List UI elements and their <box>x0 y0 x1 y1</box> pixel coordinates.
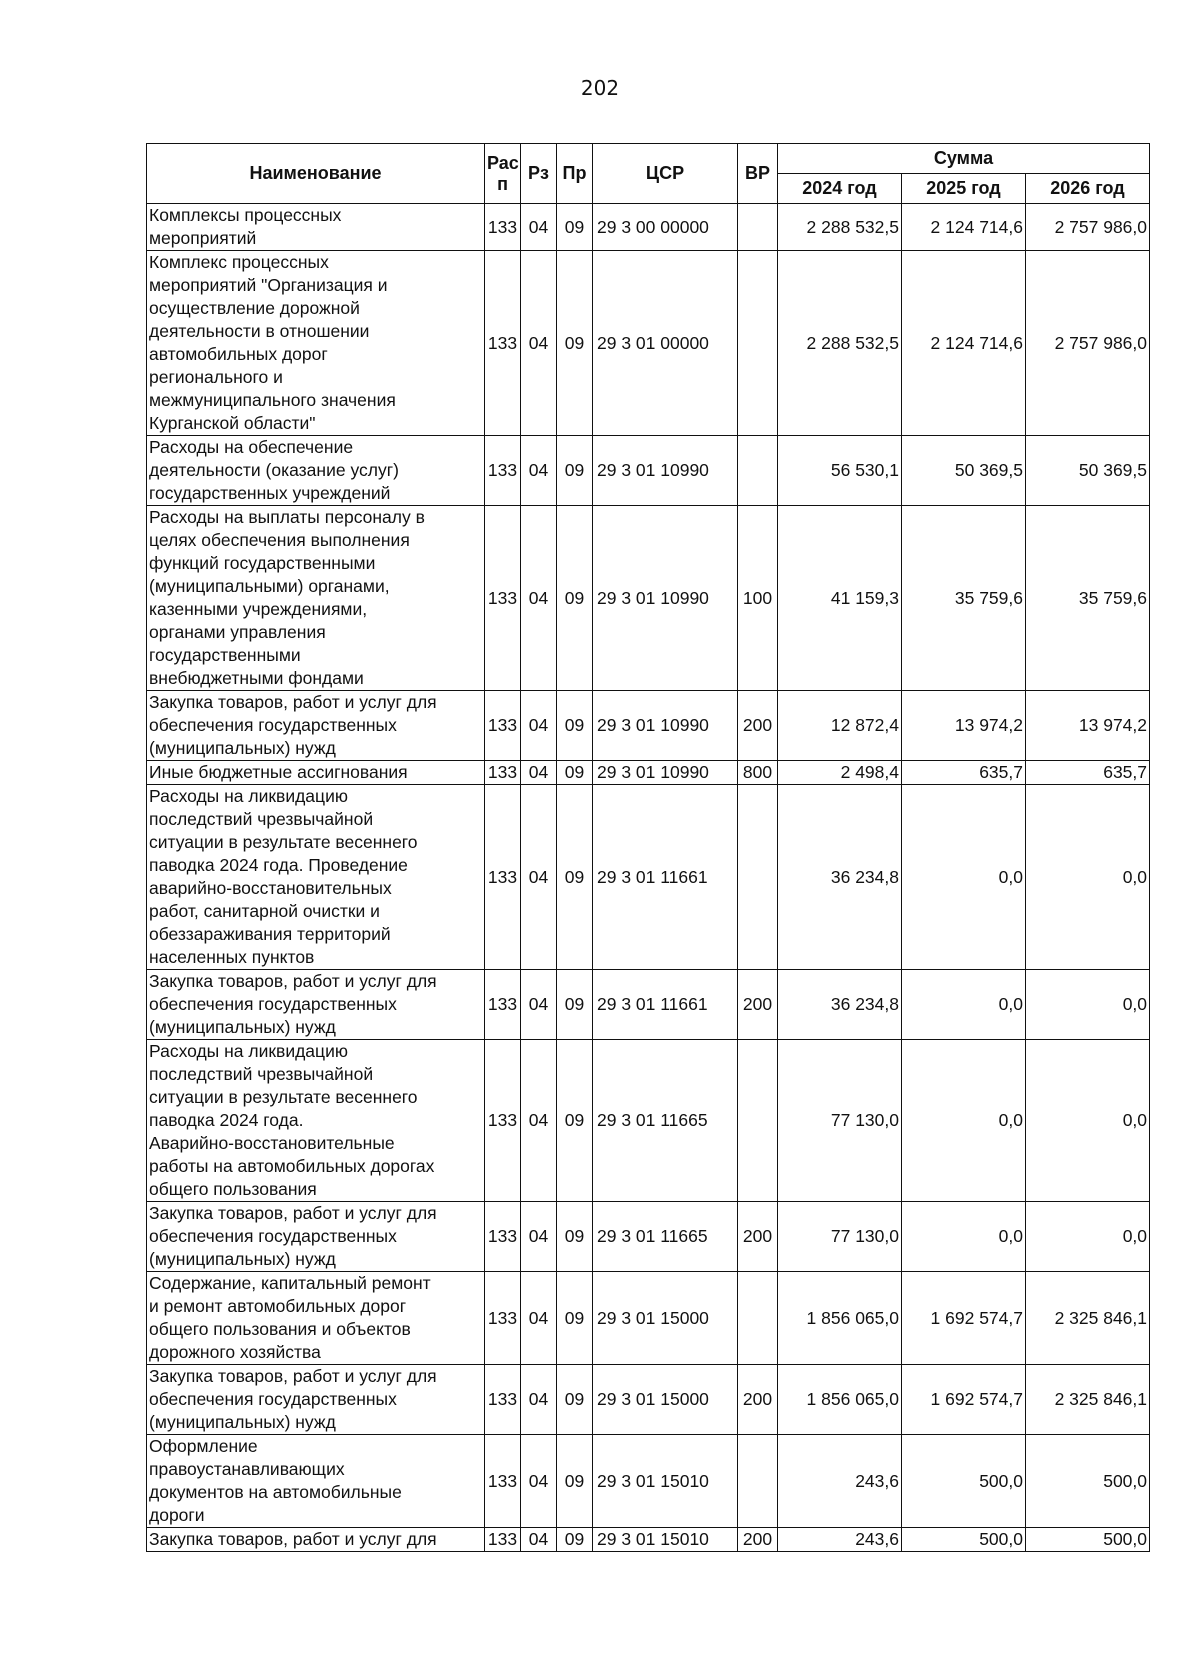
table-row <box>147 251 1150 436</box>
header-csr: ЦСР <box>593 144 738 204</box>
row-amount-2024: 2 288 532,5 <box>778 204 902 251</box>
row-amount-2026: 2 757 986,0 <box>1026 251 1150 436</box>
row-amount-2026: 2 325 846,1 <box>1026 1365 1150 1435</box>
row-amount-2026: 0,0 <box>1026 1202 1150 1272</box>
row-csr: 29 3 01 11665 <box>593 1202 738 1272</box>
row-name: Закупка товаров, работ и услуг для обеспечения государственных (муниципальных) нужд <box>147 691 485 761</box>
row-pr: 09 <box>557 970 593 1040</box>
row-name: Закупка товаров, работ и услуг для <box>147 1528 485 1552</box>
row-rz: 04 <box>521 761 557 785</box>
row-pr: 09 <box>557 691 593 761</box>
row-amount-2026: 0,0 <box>1026 1040 1150 1202</box>
row-csr: 29 3 01 10990 <box>593 691 738 761</box>
row-vr: 100 <box>738 506 778 691</box>
row-amount-2026: 13 974,2 <box>1026 691 1150 761</box>
row-pr: 09 <box>557 1365 593 1435</box>
table-row <box>147 204 1150 251</box>
header-vr: ВР <box>738 144 778 204</box>
row-name: Расходы на обеспечение деятельности (оказание услуг) государственных учреждений <box>147 436 485 506</box>
row-amount-2026: 500,0 <box>1026 1435 1150 1528</box>
row-amount-2025: 13 974,2 <box>902 691 1026 761</box>
table-row <box>147 761 1150 785</box>
row-amount-2025: 0,0 <box>902 1202 1026 1272</box>
row-amount-2026: 500,0 <box>1026 1528 1150 1552</box>
budget-table <box>146 143 1150 1552</box>
row-rz: 04 <box>521 691 557 761</box>
header-rasp: Рас п <box>485 144 521 204</box>
row-amount-2025: 500,0 <box>902 1528 1026 1552</box>
row-rz: 04 <box>521 785 557 970</box>
row-pr: 09 <box>557 761 593 785</box>
row-pr: 09 <box>557 1202 593 1272</box>
row-name: Закупка товаров, работ и услуг для обеспечения государственных (муниципальных) нужд <box>147 1202 485 1272</box>
header-year-2026: 2026 год <box>1026 174 1150 204</box>
row-amount-2024: 2 498,4 <box>778 761 902 785</box>
table-row <box>147 785 1150 970</box>
header-rz: Рз <box>521 144 557 204</box>
table-row <box>147 1528 1150 1552</box>
row-rasp: 133 <box>485 761 521 785</box>
row-csr: 29 3 01 15010 <box>593 1528 738 1552</box>
row-amount-2026: 2 757 986,0 <box>1026 204 1150 251</box>
row-amount-2024: 243,6 <box>778 1528 902 1552</box>
row-pr: 09 <box>557 251 593 436</box>
row-vr <box>738 1040 778 1202</box>
row-amount-2024: 1 856 065,0 <box>778 1365 902 1435</box>
row-amount-2024: 36 234,8 <box>778 785 902 970</box>
row-rz: 04 <box>521 1435 557 1528</box>
row-amount-2025: 1 692 574,7 <box>902 1272 1026 1365</box>
row-amount-2026: 50 369,5 <box>1026 436 1150 506</box>
row-rasp: 133 <box>485 506 521 691</box>
row-rz: 04 <box>521 251 557 436</box>
row-name: Иные бюджетные ассигнования <box>147 761 485 785</box>
row-rasp: 133 <box>485 1202 521 1272</box>
row-vr: 200 <box>738 1202 778 1272</box>
row-csr: 29 3 01 15000 <box>593 1272 738 1365</box>
row-vr <box>738 785 778 970</box>
row-name: Закупка товаров, работ и услуг для обеспечения государственных (муниципальных) нужд <box>147 970 485 1040</box>
row-rasp: 133 <box>485 1272 521 1365</box>
table-row <box>147 436 1150 506</box>
row-amount-2024: 77 130,0 <box>778 1040 902 1202</box>
row-rasp: 133 <box>485 1040 521 1202</box>
row-amount-2025: 1 692 574,7 <box>902 1365 1026 1435</box>
row-pr: 09 <box>557 1528 593 1552</box>
row-vr <box>738 1272 778 1365</box>
row-amount-2026: 0,0 <box>1026 785 1150 970</box>
row-amount-2025: 2 124 714,6 <box>902 204 1026 251</box>
row-rz: 04 <box>521 1528 557 1552</box>
row-amount-2025: 635,7 <box>902 761 1026 785</box>
row-rasp: 133 <box>485 1365 521 1435</box>
row-amount-2026: 2 325 846,1 <box>1026 1272 1150 1365</box>
row-amount-2025: 50 369,5 <box>902 436 1026 506</box>
row-rz: 04 <box>521 970 557 1040</box>
header-year-2024: 2024 год <box>778 174 902 204</box>
row-amount-2025: 0,0 <box>902 970 1026 1040</box>
table-row <box>147 691 1150 761</box>
row-amount-2025: 2 124 714,6 <box>902 251 1026 436</box>
table-row <box>147 1202 1150 1272</box>
row-amount-2025: 500,0 <box>902 1435 1026 1528</box>
table-row <box>147 970 1150 1040</box>
row-csr: 29 3 01 00000 <box>593 251 738 436</box>
row-rasp: 133 <box>485 1435 521 1528</box>
row-vr: 200 <box>738 970 778 1040</box>
table-body <box>147 204 1150 1552</box>
header-name: Наименование <box>147 144 485 204</box>
row-name: Расходы на ликвидацию последствий чрезвычайной ситуации в результате весеннего паводка 2024 года. Аварийно-восстановительные работы на автомобильных дорогах общего пользования <box>147 1040 485 1202</box>
row-csr: 29 3 01 11661 <box>593 970 738 1040</box>
row-rz: 04 <box>521 1202 557 1272</box>
row-amount-2024: 36 234,8 <box>778 970 902 1040</box>
row-name: Комплекс процессных мероприятий "Организация и осуществление дорожной деятельности в отношении автомобильных дорог регионального и межмуниципального значения Курганской области" <box>147 251 485 436</box>
row-amount-2024: 41 159,3 <box>778 506 902 691</box>
row-vr <box>738 436 778 506</box>
row-rz: 04 <box>521 1365 557 1435</box>
table-row <box>147 1272 1150 1365</box>
row-csr: 29 3 01 15010 <box>593 1435 738 1528</box>
table-row <box>147 1040 1150 1202</box>
row-vr <box>738 204 778 251</box>
row-csr: 29 3 01 15000 <box>593 1365 738 1435</box>
row-csr: 29 3 00 00000 <box>593 204 738 251</box>
row-rz: 04 <box>521 204 557 251</box>
row-vr: 200 <box>738 1365 778 1435</box>
row-vr: 800 <box>738 761 778 785</box>
row-amount-2024: 12 872,4 <box>778 691 902 761</box>
row-csr: 29 3 01 11661 <box>593 785 738 970</box>
row-amount-2026: 0,0 <box>1026 970 1150 1040</box>
row-pr: 09 <box>557 785 593 970</box>
row-rasp: 133 <box>485 1528 521 1552</box>
row-pr: 09 <box>557 436 593 506</box>
row-name: Расходы на ликвидацию последствий чрезвычайной ситуации в результате весеннего паводка 2024 года. Проведение аварийно-восстановительных работ, санитарной очистки и обеззараживания территорий населенных пунктов <box>147 785 485 970</box>
row-vr <box>738 1435 778 1528</box>
row-pr: 09 <box>557 204 593 251</box>
row-amount-2024: 2 288 532,5 <box>778 251 902 436</box>
row-rz: 04 <box>521 436 557 506</box>
table-row <box>147 506 1150 691</box>
row-rasp: 133 <box>485 970 521 1040</box>
page-number: 202 <box>580 76 620 100</box>
header-year-2025: 2025 год <box>902 174 1026 204</box>
row-amount-2024: 243,6 <box>778 1435 902 1528</box>
row-amount-2025: 35 759,6 <box>902 506 1026 691</box>
row-rasp: 133 <box>485 251 521 436</box>
row-amount-2026: 635,7 <box>1026 761 1150 785</box>
row-name: Расходы на выплаты персоналу в целях обеспечения выполнения функций государственными (муниципальными) органами, казенными учреждениями, органами управления государственными внебюджетными фондами <box>147 506 485 691</box>
row-name: Закупка товаров, работ и услуг для обеспечения государственных (муниципальных) нужд <box>147 1365 485 1435</box>
row-amount-2025: 0,0 <box>902 1040 1026 1202</box>
table-row <box>147 1435 1150 1528</box>
row-csr: 29 3 01 10990 <box>593 761 738 785</box>
row-vr: 200 <box>738 1528 778 1552</box>
row-name: Содержание, капитальный ремонт и ремонт автомобильных дорог общего пользования и объектов дорожного хозяйства <box>147 1272 485 1365</box>
row-rz: 04 <box>521 1272 557 1365</box>
row-pr: 09 <box>557 506 593 691</box>
row-csr: 29 3 01 10990 <box>593 436 738 506</box>
row-pr: 09 <box>557 1435 593 1528</box>
header-pr: Пр <box>557 144 593 204</box>
row-amount-2025: 0,0 <box>902 785 1026 970</box>
row-vr <box>738 251 778 436</box>
row-name: Комплексы процессных мероприятий <box>147 204 485 251</box>
row-pr: 09 <box>557 1040 593 1202</box>
row-amount-2024: 77 130,0 <box>778 1202 902 1272</box>
row-amount-2024: 1 856 065,0 <box>778 1272 902 1365</box>
row-rasp: 133 <box>485 691 521 761</box>
row-rasp: 133 <box>485 204 521 251</box>
row-pr: 09 <box>557 1272 593 1365</box>
header-row-top <box>147 144 1150 174</box>
row-rasp: 133 <box>485 436 521 506</box>
row-vr: 200 <box>738 691 778 761</box>
row-rz: 04 <box>521 1040 557 1202</box>
row-amount-2024: 56 530,1 <box>778 436 902 506</box>
row-csr: 29 3 01 11665 <box>593 1040 738 1202</box>
row-csr: 29 3 01 10990 <box>593 506 738 691</box>
row-name: Оформление правоустанавливающих документов на автомобильные дороги <box>147 1435 485 1528</box>
row-rz: 04 <box>521 506 557 691</box>
table-row <box>147 1365 1150 1435</box>
row-rasp: 133 <box>485 785 521 970</box>
header-sum: Сумма <box>778 144 1150 174</box>
row-amount-2026: 35 759,6 <box>1026 506 1150 691</box>
